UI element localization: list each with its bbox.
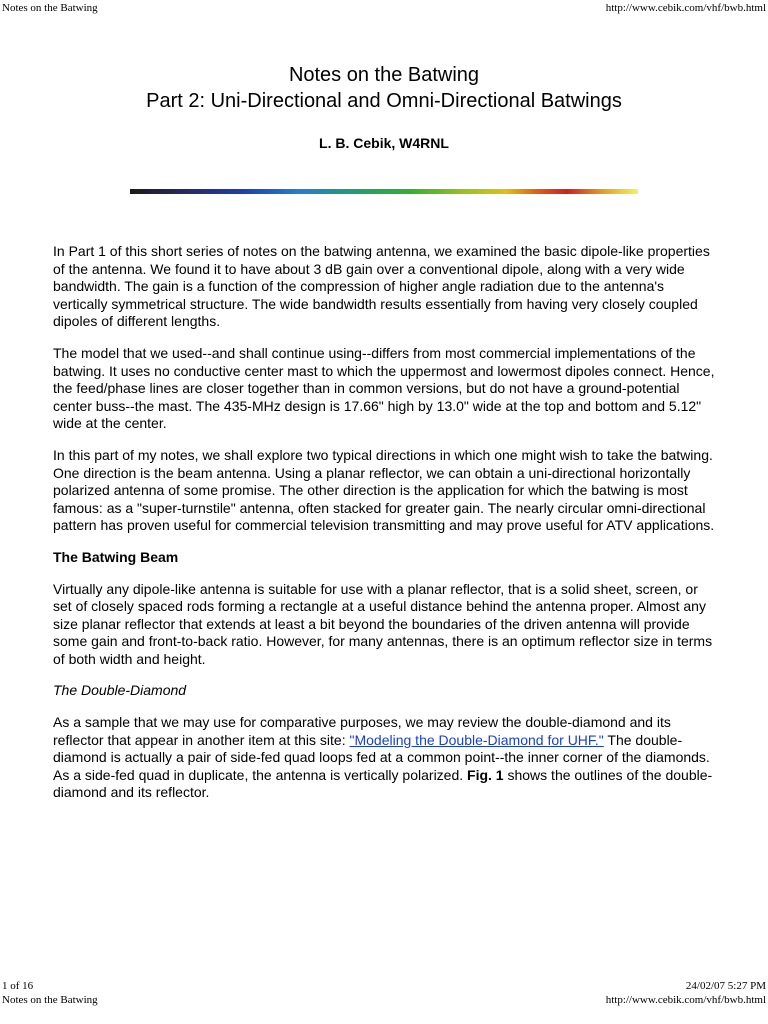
page-number: 1 of 16	[2, 980, 34, 992]
double-diamond-link[interactable]: "Modeling the Double-Diamond for UHF."	[349, 731, 604, 748]
footer-page-title: Notes on the Batwing	[2, 994, 98, 1006]
rainbow-divider	[130, 189, 638, 194]
title-line-2: Part 2: Uni-Directional and Omni-Directional Batwings	[146, 90, 622, 112]
paragraph-text: shows the outlines of the double-diamond and its reflector.	[53, 766, 713, 801]
paragraph-text: As a sample that we may use for comparative purposes, we may review the double-diamond and its reflector that appear in another item at this site:	[53, 714, 671, 748]
figure-reference: Fig. 1	[467, 766, 504, 783]
header-page-title: Notes on the Batwing	[2, 2, 98, 14]
footer-url: http://www.cebik.com/vhf/bwb.html	[605, 994, 766, 1006]
paragraph-reflector: Virtually any dipole-like antenna is suitable for use with a planar reflector, that is a solid sheet, screen, or set of closely spaced rods forming a rectangle at a useful distance behind the antenna proper. Almost any size planar reflector that extends at least a bit beyond the boundaries of the driven antenna will provide some gain and front-to-back ratio. However, for many antennas, there is an optimum reflector size in terms of both width and height.	[53, 580, 713, 667]
title-line-1: Notes on the Batwing	[288, 64, 480, 86]
article-body	[53, 243, 719, 816]
print-datetime: 24/02/07 5:27 PM	[685, 980, 766, 992]
print-header	[0, 2, 768, 16]
section-heading-batwing-beam: The Batwing Beam	[53, 548, 179, 565]
author-byline: L. B. Cebik, W4RNL	[319, 135, 449, 151]
header-url: http://www.cebik.com/vhf/bwb.html	[605, 2, 766, 14]
paragraph-directions: In this part of my notes, we shall explore two typical directions in which one might wish to take the batwing. One direction is the beam antenna. Using a planar reflector, we can obtain a uni-directional horizontally polarized antenna of some promise. The other direction is the application for which the batwing is most famous: as a "super-turnstile" antenna, often stacked for greater gain. The nearly circular omni-directional pattern has proven useful for commercial television transmitting and may prove useful for ATV applications.	[53, 446, 715, 534]
subheading-double-diamond: The Double-Diamond	[53, 682, 187, 699]
paragraph-model: The model that we used--and shall continue using--differs from most commercial implementations of the batwing. It uses no conductive center mast to which the uppermost and lowermost dipoles connect. Hence, the feed/phase lines are closer together than in common versions, but do not have a ground-potential center buss--the mast. The 435-MHz design is 17.66" high by 13.0" wide at the top and bottom and 5.12" wide at the center.	[53, 344, 715, 432]
title-block	[0, 62, 768, 151]
page-title	[0, 62, 768, 114]
print-footer	[0, 980, 768, 1020]
paragraph-double-diamond	[53, 714, 719, 802]
paragraph-intro: In Part 1 of this short series of notes on the batwing antenna, we examined the basic dipole-like properties of the antenna. We found it to have about 3 dB gain over a conventional dipole, along with a very wide bandwidth. The gain is a function of the compression of higher angle radiation due to the antenna's vertically symmetrical structure. The wide bandwidth results essentially from having very closely coupled dipoles of different lengths.	[53, 243, 710, 330]
paragraph-text: The double-diamond is actually a pair of side-fed quad loops fed at a common point--the inner corner of the diamonds. As a side-fed quad in duplicate, the antenna is vertically polarized.	[53, 731, 710, 783]
